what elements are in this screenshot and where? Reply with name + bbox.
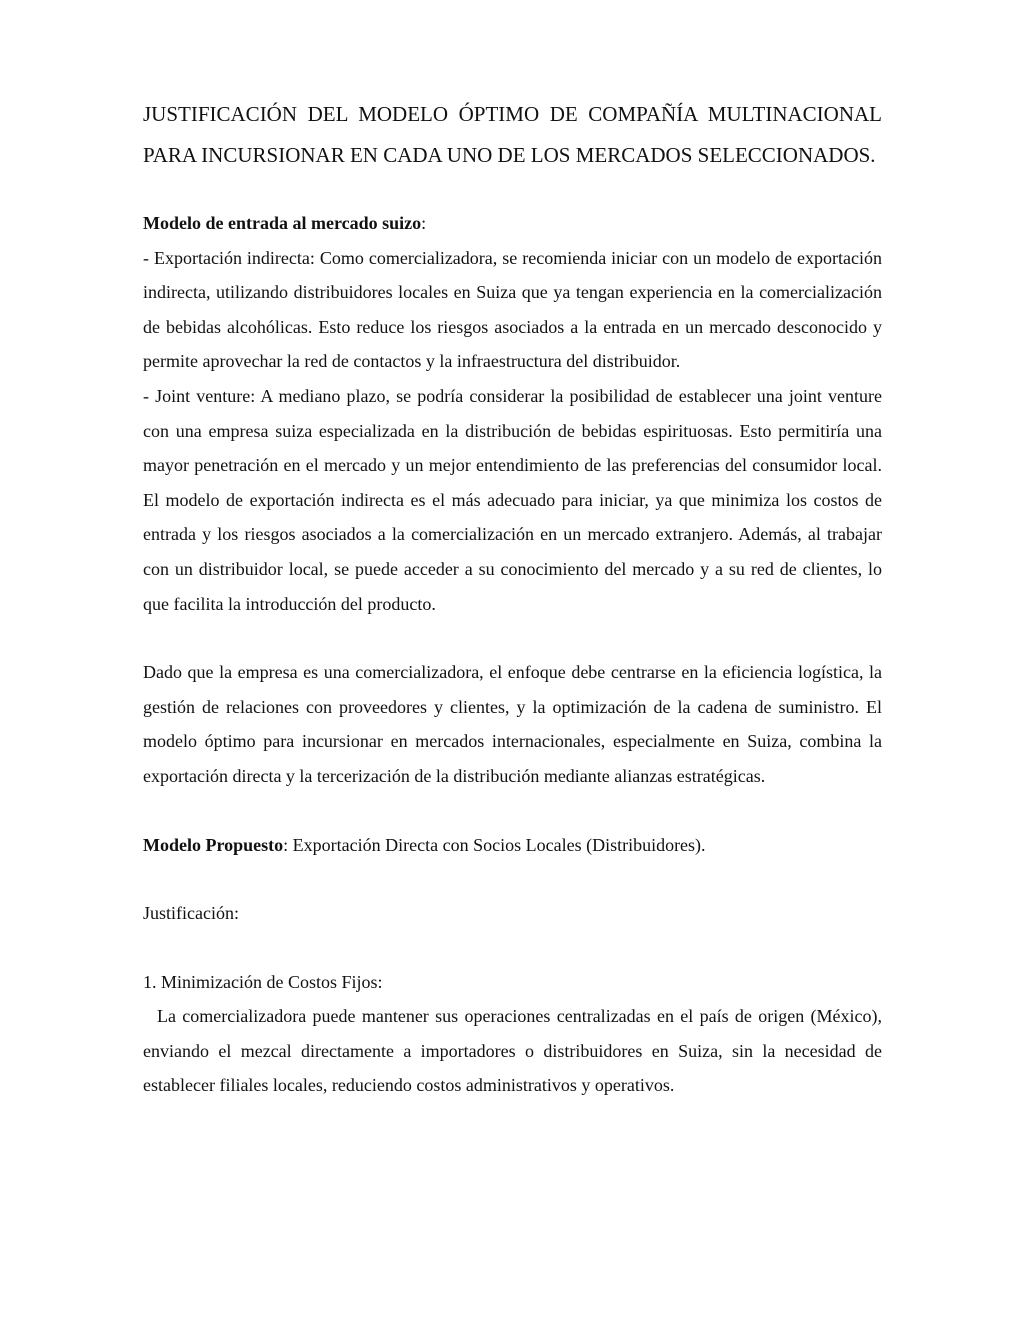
proposed-model-label: Modelo Propuesto	[143, 834, 284, 855]
section-heading-label: Modelo de entrada al mercado suizo	[143, 213, 422, 233]
bullet-joint-venture: - Joint venture: A mediano plazo, se podría considerar la posibilidad de establecer una joint venture con una empresa suiza especializada en la distribución de bebidas espirituosas. Esto permitiría una mayor penetración en el mercado y un mejor entendimiento de las preferencias del consumidor local. El modelo de exportación indirecta es el más adecuado para iniciar, ya que minimiza los costos de entrada y los riesgos asociados a la comercialización en un mercado extranjero. Además, al trabajar con un distribuidor local, se puede acceder a su conocimiento del mercado y a su red de clientes, lo que facilita la introducción del producto.	[143, 385, 882, 614]
section-heading	[143, 206, 882, 241]
spacer	[143, 176, 882, 206]
point-1-text: La comercializadora puede mantener sus operaciones centralizadas en el país de origen (México), enviando el mezcal directamente a importadores o distribuidores en Suiza, sin la necesidad de establecer filiales locales, reduciendo costos administrativos y operativos.	[143, 1006, 882, 1096]
bullet-exportacion-indirecta: - Exportación indirecta: Como comercializadora, se recomienda iniciar con un modelo de exportación indirecta, utilizando distribuidores locales en Suiza que ya tengan experiencia en la comercialización de bebidas alcohólicas. Esto reduce los riesgos asociados a la entrada en un mercado desconocido y permite aprovechar la red de contactos y la infraestructura del distribuidor.	[143, 247, 882, 372]
justification-label: Justificación:	[143, 903, 239, 924]
document-title: JUSTIFICACIÓN DEL MODELO ÓPTIMO DE COMPAÑÍA MULTINACIONAL PARA INCURSIONAR EN CADA UNO DE LOS MERCADOS SELECCIONADOS.	[143, 102, 882, 167]
spacer	[143, 621, 882, 655]
spacer	[143, 931, 882, 965]
proposed-model-text: : Exportación Directa con Socios Locales (Distribuidores).	[283, 834, 706, 855]
spacer	[143, 862, 882, 896]
spacer	[143, 794, 882, 828]
proposed-model	[143, 828, 882, 863]
point-1-heading: 1. Minimización de Costos Fijos:	[143, 971, 383, 992]
paragraph-enfoque: Dado que la empresa es una comercializadora, el enfoque debe centrarse en la eficiencia logística, la gestión de relaciones con proveedores y clientes, y la optimización de la cadena de suministro. El modelo óptimo para incursionar en mercados internacionales, especialmente en Suiza, combina la exportación directa y la tercerización de la distribución mediante alianzas estratégicas.	[143, 662, 882, 786]
document-page	[143, 94, 882, 1103]
section-heading-suffix: :	[421, 213, 427, 233]
